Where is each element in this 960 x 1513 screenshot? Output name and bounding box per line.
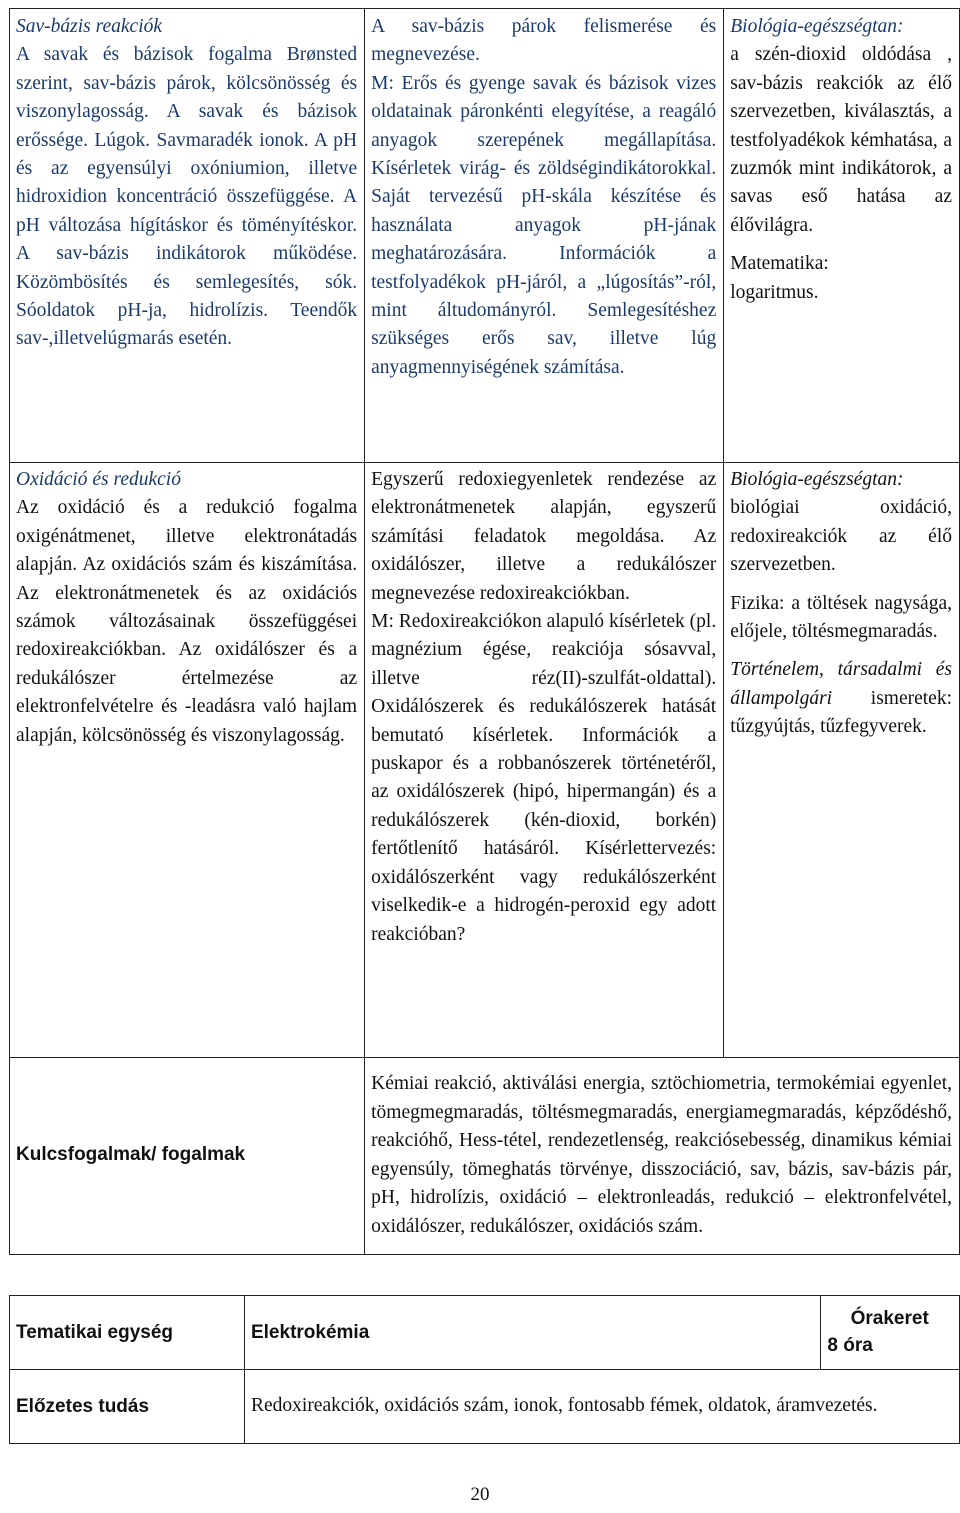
math-links: logaritmus. [730,281,819,303]
physics-links [730,590,952,647]
prior-knowledge-label: Előzetes tudás [16,1395,150,1417]
table-row [10,463,960,1058]
topic-content: Az oxidáció és a redukció fogalma oxigénátmenet, illetve elektronátadás alapján. Az oxidációs szám és kiszámítása. Az elektronátmenetek és az oxidációs számok változásainak összefüggései redoxireakciókban. Az oxidálószer és a redukálószer értelmezése az elektronfelvételre és -leadásra való hajlam alapján, kölcsönösség és viszonylagosság. [16,497,358,746]
curriculum-table [9,8,960,1255]
physics-label: Fizika: [730,592,785,614]
key-concepts-row [10,1058,960,1255]
hours-value: 8 óra [827,1335,873,1356]
experiment-text: Redoxireakciókon alapuló kísérletek (pl. magnézium égése, reakciója sósavval, illetve réz(II)-szulfát-oldattal). Oxidálószerek és redukálószerek hatását bemutató kísérletek. Információk a puskapor és a robbanószerek történetéről, az oxidálószerek (hipó, hipermangán) és a redukálószerek (kén-dioxid, borkén) fertőtlenítő hatásáról. Kísérlettervezés: oxidálószerként vagy redukálószerként viselkedik-e a hidrogén-peroxid egy adott reakcióban? [371,611,717,945]
prior-label-cell [10,1370,245,1444]
activity-cell [365,463,724,1058]
activity-lead: Egyszerű redoxiegyenletek rendezése az elektronátmenetek alapján, egyszerű számítási feladatok megoldása. Az oxidálószer, illetve a redukálószer megnevezése redoxireakciókban. [371,469,717,604]
prior-knowledge-text: Redoxireakciók, oxidációs szám, ionok, fontosabb fémek, oldatok, áramvezetés. [250,1395,878,1416]
unit-value-cell [244,1296,820,1370]
topic-heading: Oxidáció és redukció [16,469,181,490]
key-concepts-label-cell [10,1058,365,1255]
biology-label: Biológia-egészségtan: [730,16,904,37]
table-row [10,9,960,463]
topic-cell [10,463,365,1058]
unit-title: Elektrokémia [250,1321,370,1343]
links-cell [724,463,960,1058]
physics-text: a töltések nagysága, előjele, töltésmegmaradás. [730,592,952,643]
table-row [10,1370,960,1444]
topic-cell [10,9,365,463]
unit-header-table [9,1295,960,1444]
experiment-label: M [371,72,389,94]
math-label: Matematika: [730,253,829,275]
unit-label: Tematikai egység [16,1321,174,1343]
activity-experiments [371,608,716,949]
experiment-text: : Erős és gyenge savak és bázisok vizes oldatainak páronkénti elegyítése, a reagáló anyagok szerepének megállapítása. Kísérletek virág- és zöldségindikátorokkal. Saját tervezésű pH-skála készítése és használata anyagok pH-jának meghatározására. Információk a testfolyadékok pH-járól, a „lúgosítás”-ról, mint áltudományról. Semlegesítéshez szükséges erős sav, illetve lúg anyagmennyiségének számítása. [371,72,717,378]
activity-lead: A sav-bázis párok felismerése és megnevezése. [371,16,717,66]
hours-label: Órakeret [850,1308,929,1329]
biology-label: Biológia-egészségtan: [730,469,904,490]
activity-cell [365,9,724,463]
unit-label-cell [10,1296,245,1370]
biology-links: a szén-dioxid oldódása , sav-bázis reakciók az élő szervezetben, kiválasztás, a testfolyadékok kémhatása, a zuzmók mint indikátorok, a savas eső hatása az élővilágra. [730,44,952,236]
hours-cell [821,1296,960,1370]
history-links [730,656,952,741]
key-concepts-cell [365,1058,960,1255]
key-concepts-label: Kulcsfogalmak/ fogalmak [16,1144,246,1166]
topic-heading: Sav-bázis reakciók [16,16,163,37]
experiment-label: M: [371,611,394,633]
prior-value-cell [244,1370,959,1444]
biology-links: biológiai oxidáció, redoxireakciók az élő szervezetben. [730,497,952,576]
page-number: 20 [470,1484,490,1505]
history-text: ismeretek: tűzgyújtás, tűzfegyverek. [730,687,952,738]
table-row [10,1296,960,1370]
history-label: Történelem, társadalmi és állampolgári [730,659,952,709]
links-cell [724,9,960,463]
activity-experiments [371,70,716,382]
key-concepts-text: Kémiai reakció, aktiválási energia, sztöchiometria, termokémiai egyenlet, tömegmegmaradás, töltésmegmaradás, energiamegmaradás, képződéshő, reakcióhő, Hess-tétel, rendezetlenség, reakciósebesség, dinamikus kémiai egyensúly, tömeghatás törvénye, disszociáció, sav, bázis, sav-bázis pár, pH, hidrolízis, oxidáció – elektronleadás, redukció – elektronfelvétel, oxidálószer, redukálószer, oxidációs szám. [371,1073,952,1237]
topic-content: A savak és bázisok fogalma Brønsted szerint, sav-bázis párok, kölcsönösség és viszonylagosság. A savak és bázisok erőssége. Lúgok. Savmaradék ionok. A pH és az egyensúlyi oxóniumion, illetve hidroxidion koncentráció összefüggése. A pH változása hígításkor és töményítéskor. A sav-bázis indikátorok működése. Közömbösítés és semlegesítés, sók. Sóoldatok pH-ja, hidrolízis. Teendők sav-,illetvelúgmarás esetén. [16,44,358,350]
